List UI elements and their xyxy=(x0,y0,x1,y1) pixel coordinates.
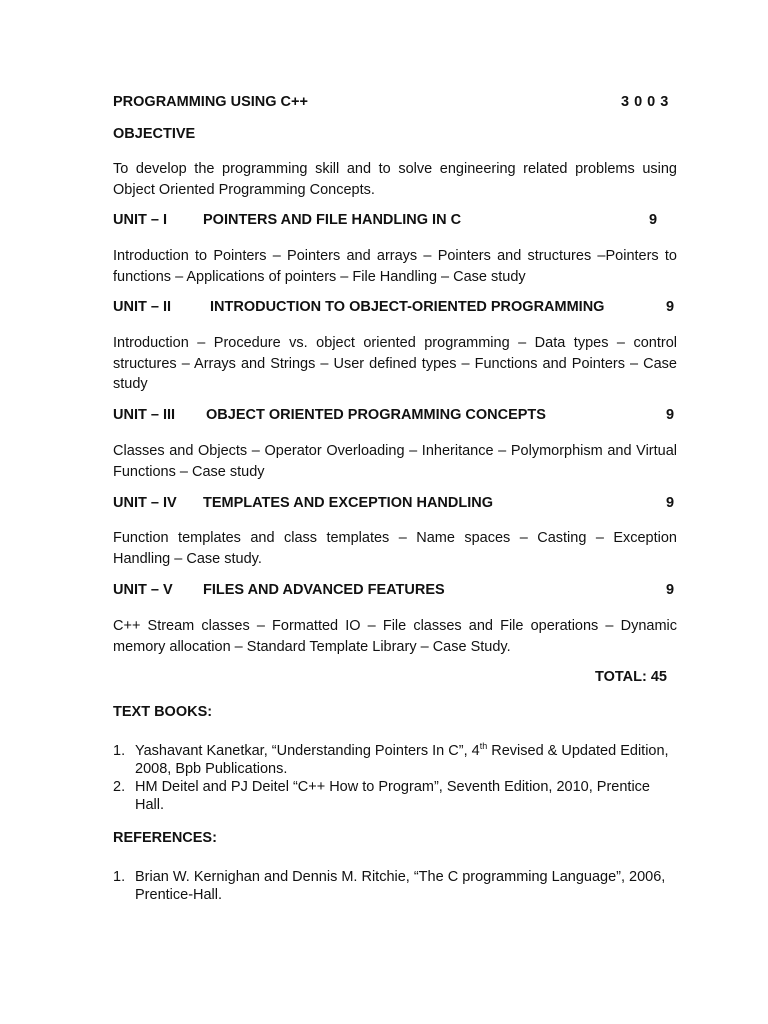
text-books-list xyxy=(113,742,677,814)
unit-hours: 9 xyxy=(666,407,675,423)
unit-hours: 9 xyxy=(666,495,675,511)
unit-label: UNIT – I xyxy=(113,212,167,228)
text-books-heading: TEXT BOOKS: xyxy=(113,704,213,720)
list-number: 1. xyxy=(113,743,126,759)
unit-5-heading xyxy=(113,582,677,598)
book-text: Yashavant Kanetkar, “Understanding Pointers In C”, 4 xyxy=(135,743,480,759)
course-title: PROGRAMMING USING C++ xyxy=(113,94,308,110)
unit-label: UNIT – III xyxy=(113,407,176,423)
unit-title: TEMPLATES AND EXCEPTION HANDLING xyxy=(203,495,494,511)
unit-1-heading xyxy=(113,212,677,228)
unit-3-content: Classes and Objects – Operator Overloading – Inheritance – Polymorphism and Virtual Functions – Case study xyxy=(113,443,677,480)
unit-hours: 9 xyxy=(666,582,675,598)
unit-4-content: Function templates and class templates – Name spaces – Casting – Exception Handling – Case study. xyxy=(113,530,677,567)
unit-label: UNIT – V xyxy=(113,582,173,598)
total-hours: TOTAL: 45 xyxy=(595,669,667,685)
unit-5-content: C++ Stream classes – Formatted IO – File classes and File operations – Dynamic memory allocation – Standard Template Library – Case Study. xyxy=(113,618,677,655)
unit-label: UNIT – IV xyxy=(113,495,177,511)
unit-2-content: Introduction – Procedure vs. object oriented programming – Data types – control structures – Arrays and Strings – User defined types – Functions and Pointers – Case study xyxy=(113,335,677,392)
unit-hours: 9 xyxy=(649,212,658,228)
unit-title: OBJECT ORIENTED PROGRAMMING CONCEPTS xyxy=(206,407,546,423)
unit-3-heading xyxy=(113,407,677,423)
list-item xyxy=(113,778,677,814)
references-heading: REFERENCES: xyxy=(113,830,217,846)
objective-text: To develop the programming skill and to solve engineering related problems using Object Oriented Programming Concepts. xyxy=(113,161,677,198)
course-credits: 3 0 0 3 xyxy=(621,94,669,110)
objective-heading: OBJECTIVE xyxy=(113,126,196,142)
references-list xyxy=(113,868,677,904)
list-item xyxy=(113,742,677,778)
unit-label: UNIT – II xyxy=(113,299,172,315)
unit-4-heading xyxy=(113,495,677,511)
unit-title: FILES AND ADVANCED FEATURES xyxy=(203,582,445,598)
superscript: th xyxy=(479,741,488,752)
unit-title: INTRODUCTION TO OBJECT-ORIENTED PROGRAMMING xyxy=(210,299,605,315)
unit-2-heading xyxy=(113,299,677,315)
list-item xyxy=(113,868,677,904)
list-number: 1. xyxy=(113,869,126,885)
unit-1-content: Introduction to Pointers – Pointers and arrays – Pointers and structures –Pointers to functions – Applications of pointers – File Handling – Case study xyxy=(113,248,677,285)
book-text-cont: Revised & Updated Edition, 2008, Bpb Publications. xyxy=(135,743,669,777)
course-header xyxy=(113,94,677,110)
list-number: 2. xyxy=(113,779,126,795)
reference-text: Brian W. Kernighan and Dennis M. Ritchie, “The C programming Language”, 2006, Prentice-Hall. xyxy=(135,869,666,903)
unit-hours: 9 xyxy=(666,299,675,315)
unit-title: POINTERS AND FILE HANDLING IN C xyxy=(203,212,462,228)
book-text: HM Deitel and PJ Deitel “C++ How to Program”, Seventh Edition, 2010, Prentice Hall. xyxy=(135,779,650,813)
